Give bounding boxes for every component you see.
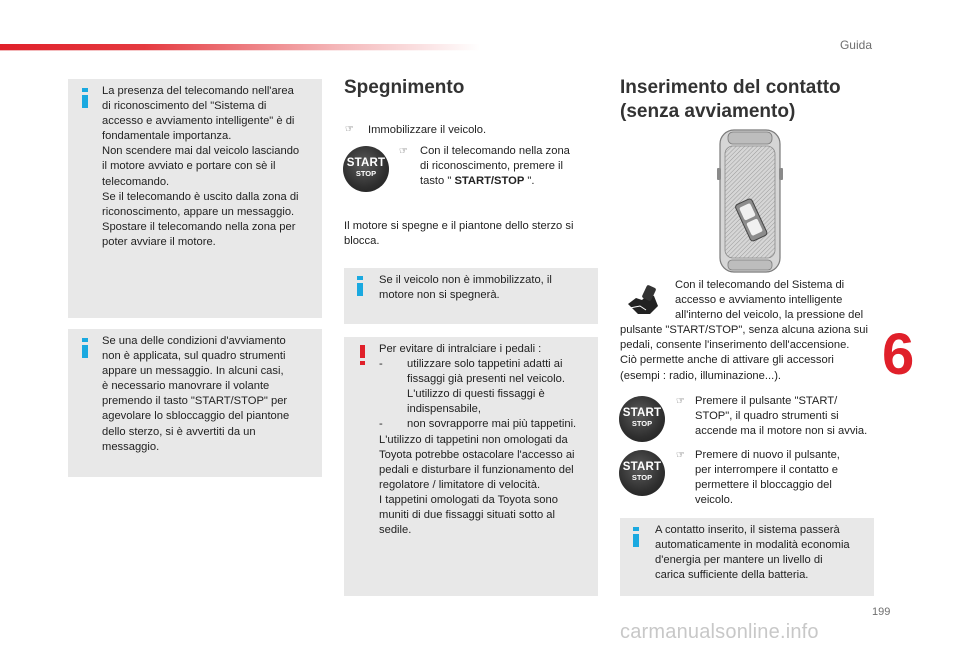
heading-inserimento: Inserimento del contatto (senza avviamento) [620,77,841,122]
text-line: fondamentale importanza. [102,130,232,143]
page-number: 199 [872,606,891,618]
pointer-icon: ☞ [345,124,354,135]
text-line: - utilizzare solo tappetini adatti ai [379,358,563,371]
section-title: Guida [839,38,872,52]
warning-text [379,342,595,538]
note-text: Se il veicolo non è immobilizzato, il motore non si spegnerà. [379,274,552,302]
text-line: accesso e avviamento intelligente" è di [102,115,295,128]
info-note-steering [68,329,322,477]
text-line: poter avviare il motore. [102,235,216,248]
text-line: Non scendere mai dal veicolo lasciando [102,145,300,158]
text-line: riconoscimento, appare un messaggio. [102,205,295,218]
text-line: regolatore / limitatore di velocità. [379,478,541,491]
text-line: premendo il tasto "START/STOP" per [102,395,288,408]
pointer-icon: ☞ [399,146,408,157]
engine-off-text: Il motore si spegne e il piantone dello sterzo si blocca. [344,220,574,248]
text-line: Per evitare di intralciare i pedali : [379,343,542,355]
note-text: A contatto inserito, il sistema passerà automaticamente in modalità economia d'energia per mantere un livello di carica sufficiente della batteria. [655,524,850,582]
note-text [102,334,316,455]
info-note-economy [620,518,874,596]
info-note-immobilize [344,268,598,324]
text-line: Se il telecomando è uscito dalla zona di [102,190,299,203]
chapter-number: 6 [882,322,915,387]
text-line: dello sterzo, si è avvertiti da un [102,425,256,438]
intro-text: Con il telecomando del Sistema di accesso e avviamento intelligente all'interno del veicolo, la pressione del pulsante "START/STOP", senza alcuna aziona sui pedali, consente l'inserimento dell'accensione. Ciò permette anche di attivare gli accessori (esempi : radio, illuminazione...). [620,279,868,382]
step-immobilize: Immobilizzare il veicolo. [368,124,487,136]
text-line: telecomando. [102,175,170,188]
text-line: Spostare il telecomando nella zona per [102,220,296,233]
warning-note-mats [344,337,598,596]
text-line: il motore avviato e portare con sè il [102,160,276,173]
start-stop-button-icon: START STOP [343,146,389,192]
text-line: L'utilizzo di tappetini non omologati da [379,433,568,446]
text-line: di riconoscimento del "Sistema di [102,100,267,113]
text-line: I tappetini omologati da Toyota sono [379,493,558,506]
step-press-start-stop: Con il telecomando nella zona di riconoscimento, premere il tasto " START/STOP ". [420,145,570,188]
note-text [102,84,316,250]
text-line: L'utilizzo di questi fissaggi è [407,388,545,401]
text-line: agevolare lo sbloccaggio del piantone [102,410,290,423]
text-line: muniti di due fissaggi situati sotto al [379,509,555,522]
start-stop-button-icon: START STOP [619,450,665,496]
text-line: è necessario manovrare il volante [102,380,270,393]
text-line: pedali e disturbare il funzionamento del [379,463,574,476]
text-line: appare un messaggio. In alcuni casi, [102,365,284,378]
pointer-icon: ☞ [676,396,685,407]
heading-spegnimento: Spegnimento [344,77,465,98]
start-stop-button-icon: START STOP [619,396,665,442]
text-line: Se una delle condizioni d'avviamento [102,335,286,347]
text-line: indispensabile, [407,403,482,416]
header-accent-line [0,50,480,51]
step-ignition-off: Premere di nuovo il pulsante, per interrompere il contatto e permettere il bloccaggio del veicolo. [695,449,840,507]
text-line: La presenza del telecomando nell'area [102,85,294,97]
info-note-remote [68,79,322,318]
step-ignition-on: Premere il pulsante "START/ STOP", il quadro strumenti si accende ma il motore non si avvia. [695,395,868,438]
vehicle-top-view-illustration [716,128,784,274]
text-line: - non sovrapporre mai più tappetini. [379,418,577,431]
text-line: Toyota potrebbe ostacolare l'accesso ai [379,448,575,461]
pointer-icon: ☞ [676,450,685,461]
watermark: carmanualsonline.info [620,621,819,643]
text-line: non è applicata, sul quadro strumenti [102,350,286,363]
text-line: sedile. [379,524,412,537]
text-line: messaggio. [102,440,160,453]
text-line: fissaggi già presenti nel veicolo. [407,373,565,386]
